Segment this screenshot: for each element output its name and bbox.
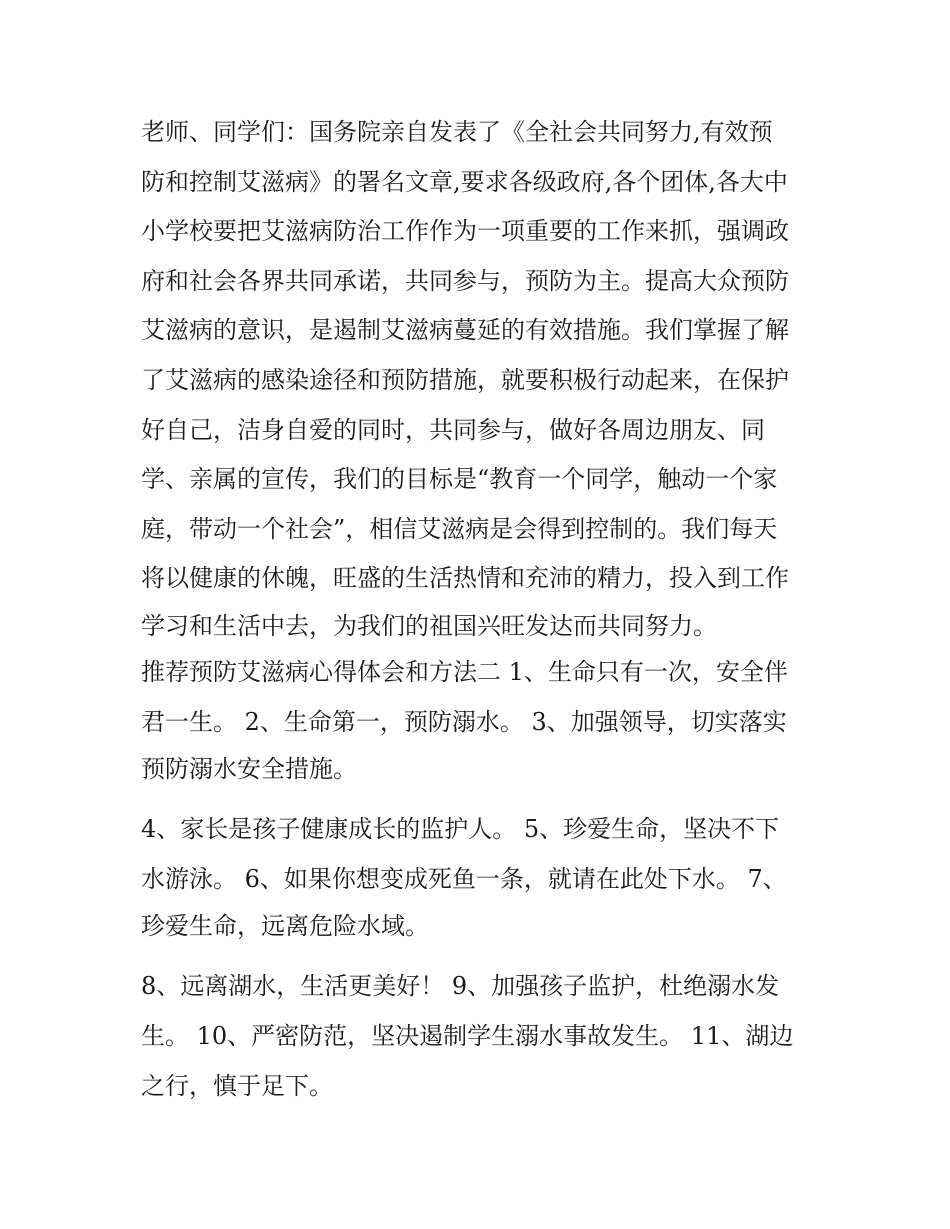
text-line: 预防溺水安全措施。 <box>141 755 357 784</box>
paragraph-2 <box>141 648 821 791</box>
text-line: 老师、同学们：国务院亲自发表了《全社会共同努力,有效预 <box>141 118 773 146</box>
text-line: 将以健康的休魄，旺盛的生活热情和充沛的精力，投入到工作 <box>141 564 789 593</box>
text-line: 艾滋病的意识，是遏制艾滋病蔓延的有效措施。我们掌握了解 <box>141 316 789 345</box>
text-line: 府和社会各界共同承诺，共同参与，预防为主。提高大众预防 <box>141 266 789 295</box>
paragraph-3 <box>141 805 821 948</box>
text-line: 4、家长是孩子健康成长的监护人。 5、珍爱生命，坚决不下 <box>141 815 780 844</box>
paragraph-spacer <box>141 791 821 805</box>
text-line: 了艾滋病的感染途径和预防措施，就要积极行动起来，在保护 <box>141 365 789 394</box>
text-line: 学、亲属的宣传，我们的目标是“教育一个同学，触动一个家 <box>141 465 778 494</box>
text-line: 小学校要把艾滋病防治工作作为一项重要的工作来抓，强调政 <box>141 217 789 246</box>
text-line: 水游泳。 6、如果你想变成死鱼一条，就请在此处下水。 7、 <box>141 864 787 893</box>
text-line: 庭，带动一个社会”，相信艾滋病是会得到控制的。我们每天 <box>141 514 778 543</box>
text-line: 珍爱生命，远离危险水域。 <box>141 912 429 941</box>
text-line: 学习和生活中去，为我们的祖国兴旺发达而共同努力。 <box>141 611 717 640</box>
text-line: 推荐预防艾滋病心得体会和方法二 1、生命只有一次，安全伴 <box>141 657 788 686</box>
text-line: 防和控制艾滋病》的署名文章,要求各级政府,各个团体,各大中 <box>141 167 788 196</box>
text-line: 生。 10、严密防范，坚决遏制学生溺水事故发生。 11、湖边 <box>141 1021 794 1050</box>
text-line: 之行，慎于足下。 <box>141 1071 333 1100</box>
text-line: 君一生。 2、生命第一，预防溺水。 3、加强领导，切实落实 <box>141 707 787 736</box>
text-line: 8、远离湖水，生活更美好！ 9、加强孩子监护，杜绝溺水发 <box>141 972 780 1001</box>
text-line: 好自己，洁身自爱的同时，共同参与，做好各周边朋友、同 <box>141 415 765 444</box>
paragraph-spacer <box>141 948 821 962</box>
paragraph-4 <box>141 962 821 1111</box>
paragraph-1 <box>141 108 821 648</box>
document-body <box>141 108 821 1111</box>
